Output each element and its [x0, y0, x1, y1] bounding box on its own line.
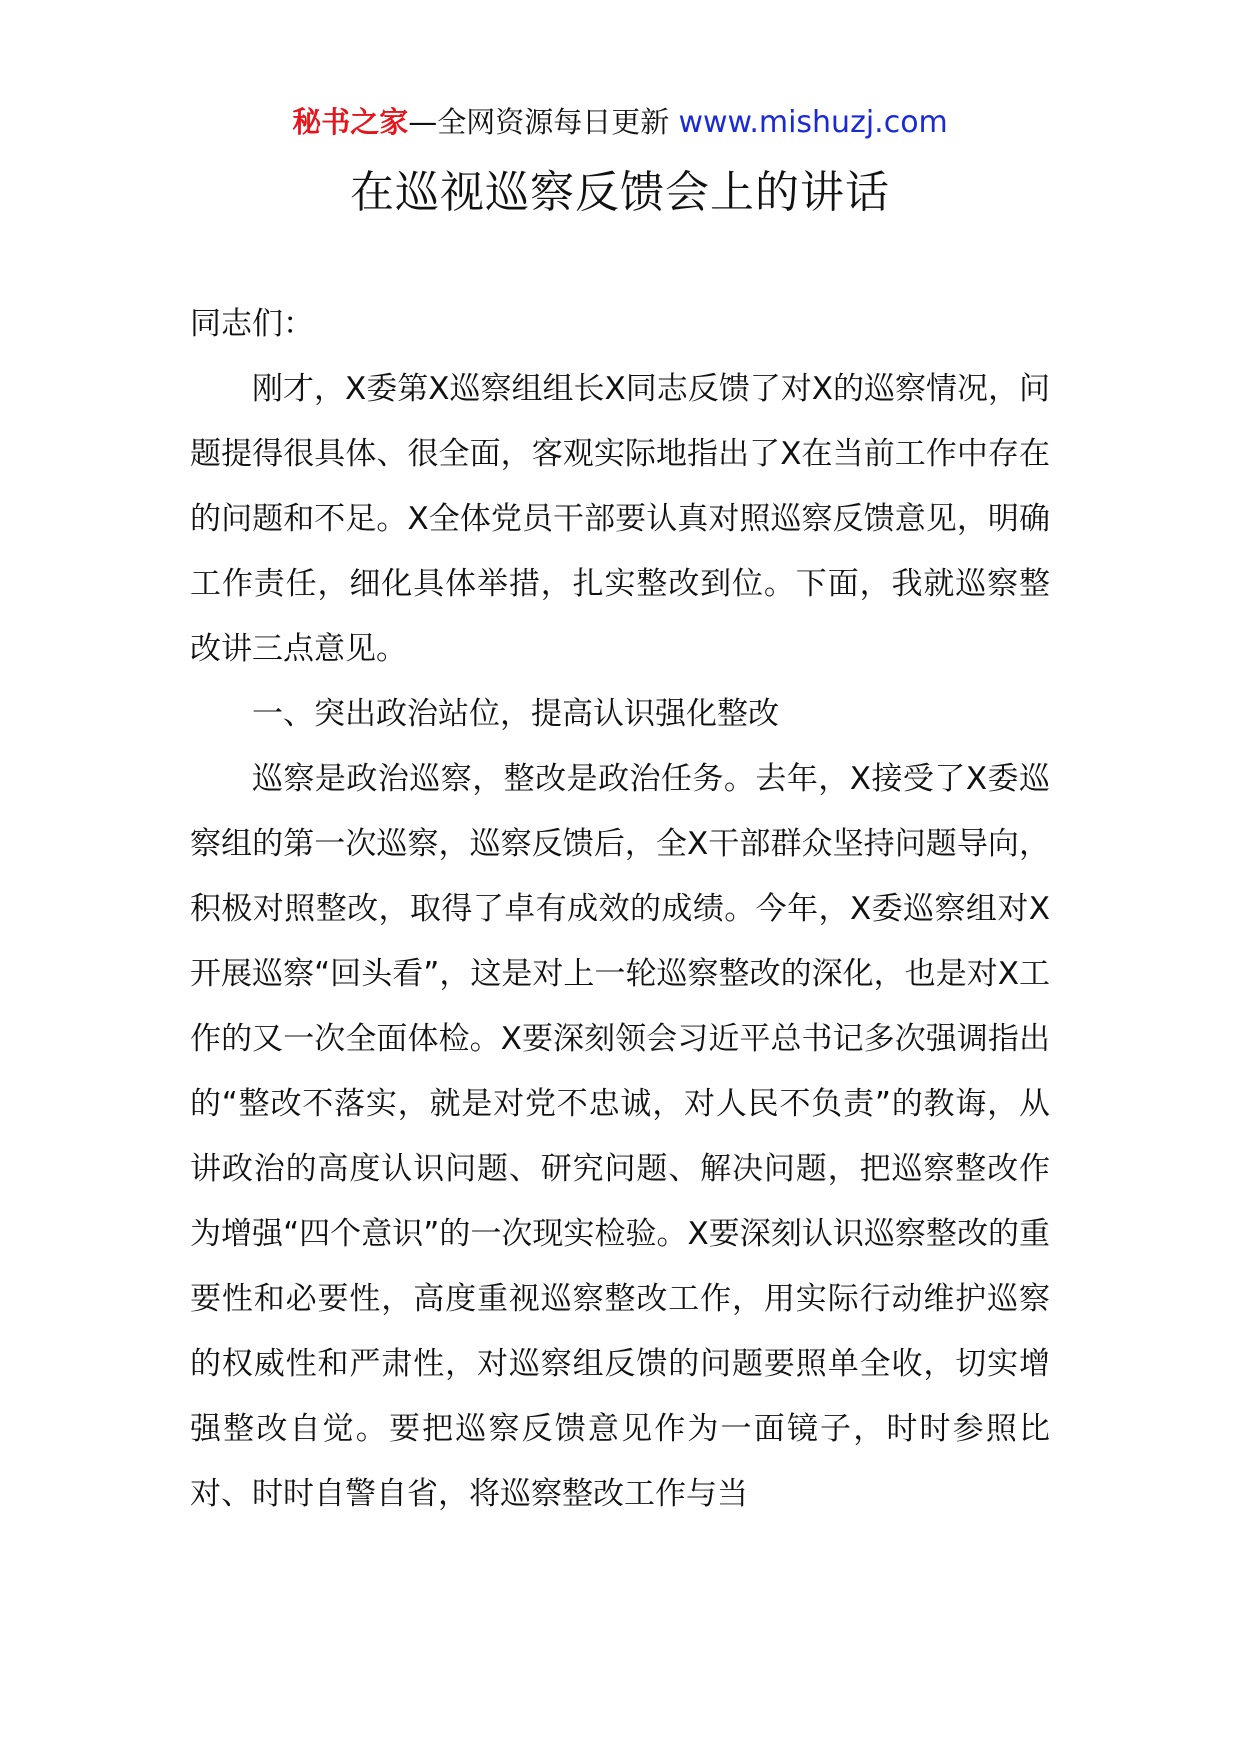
salutation: 同志们：	[190, 306, 314, 342]
section-heading: 一、突出政治站位，提高认识强化整改	[252, 696, 779, 732]
site-brand-name: 秘书之家	[292, 105, 409, 139]
site-banner	[0, 102, 1240, 143]
document-title: 在巡视巡察反馈会上的讲话	[350, 167, 890, 218]
body-paragraph: 巡察是政治巡察，整改是政治任务。去年，X接受了X委巡察组的第一次巡察，巡察反馈后，全X干部群众坚持问题导向，积极对照整改，取得了卓有成效的成绩。今年，X委巡察组对X开展巡察“回头看”，这是对上一轮巡察整改的深化，也是对X工作的又一次全面体检。X要深刻领会习近平总书记多次强调指出的“整改不落实，就是对党不忠诚，对人民不负责”的教诲，从讲政治的高度认识问题、研究问题、解决问题，把巡察整改作为增强“四个意识”的一次现实检验。X要深刻认识巡察整改的重要性和必要性，高度重视巡察整改工作，用实际行动维护巡察的权威性和严肃性，对巡察组反馈的问题要照单全收，切实增强整改自觉。要把巡察反馈意见作为一面镜子，时时参照比对、时时自警自省，将巡察整改工作与当	[190, 761, 1050, 1512]
site-slogan: —全网资源每日更新	[408, 105, 670, 139]
site-url-link[interactable]: www.mishuzj.com	[678, 105, 948, 140]
body-paragraph: 刚才，X委第X巡察组组长X同志反馈了对X的巡察情况，问题提得很具体、很全面，客观实际地指出了X在当前工作中存在的问题和不足。X全体党员干部要认真对照巡察反馈意见，明确工作责任，细化具体举措，扎实整改到位。下面，我就巡察整改讲三点意见。	[190, 371, 1050, 667]
document-body	[190, 292, 1050, 1527]
